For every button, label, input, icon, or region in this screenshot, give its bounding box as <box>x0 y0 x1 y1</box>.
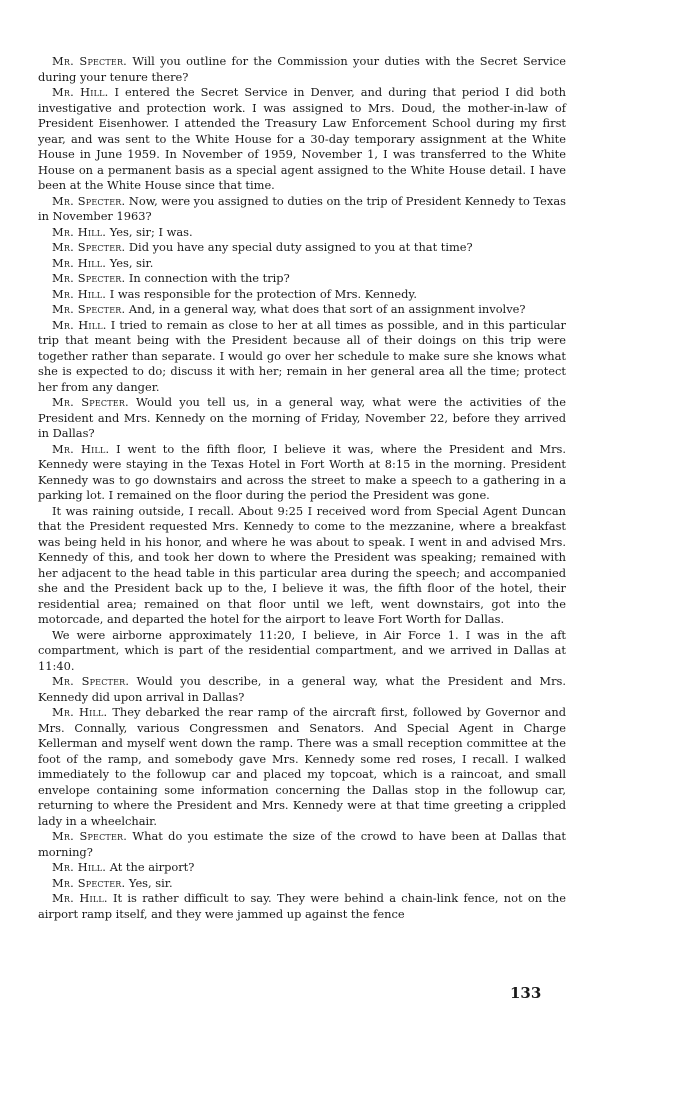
paragraph <box>38 194 566 225</box>
paragraph-text: It is rather difficult to say. They were behind a chain-link fence, not on the airport ramp itself, and they were jammed up against the fence <box>38 891 566 921</box>
paragraph <box>38 287 566 303</box>
paragraph <box>38 271 566 287</box>
speaker: Mr. Hill. <box>52 286 107 301</box>
paragraph <box>38 256 566 272</box>
paragraph-text: I was responsible for the protection of Mrs. Kennedy. <box>106 286 417 301</box>
paragraph-text: Yes, sir. <box>125 875 173 890</box>
paragraph <box>38 442 566 504</box>
paragraph-text: What do you estimate the size of the crowd to have been at Dallas that morning? <box>38 829 567 859</box>
paragraph-text: Did you have any special duty assigned to you at that time? <box>125 240 473 254</box>
paragraph <box>38 876 566 892</box>
paragraph <box>38 240 566 256</box>
speaker: Mr. Specter. <box>52 54 128 68</box>
paragraph-text: Yes, sir; I was. <box>106 224 193 239</box>
speaker: Mr. Specter. <box>52 240 126 254</box>
paragraph-text: They debarked the rear ramp of the aircraft first, followed by Governor and Mrs. Connally, various Congressmen and Senators. And Special Agent in Charge Kellerman and myself went down the ramp. There was a small reception committee at the foot of the ramp, and somebody gave Mrs. Kennedy some red roses, I recall. I walked immediately to the followup car and placed my topcoat, which is a raincoat, and small envelope containing some information concerning the Dallas stop in the followup car, returning to where the President and Mrs. Kennedy were at that time greeting a crippled lady in a wheelchair. <box>38 705 566 828</box>
paragraph <box>38 891 566 922</box>
paragraph-text: Now, were you assigned to duties on the trip of President Kennedy to Texas in November 1963? <box>38 193 566 223</box>
paragraph-text: Yes, sir. <box>106 255 154 270</box>
transcript-page <box>38 54 566 922</box>
paragraph-text: And, in a general way, what does that sort of an assignment involve? <box>125 302 526 316</box>
paragraph-text: Will you outline for the Commission your duties with the Secret Service during your tenure there? <box>38 54 567 84</box>
speaker: Mr. Specter. <box>52 875 126 890</box>
speaker: Mr. Hill. <box>52 255 107 270</box>
speaker: Mr. Hill. <box>52 705 108 719</box>
speaker: Mr. Hill. <box>52 891 108 905</box>
paragraph-text: I entered the Secret Service in Denver, and during that period I did both investigative and protection work. I was assigned to Mrs. Doud, the mother-in-law of President Eisenhower. I attended the Treasury Law Enforcement School during my first year, and was sent to the White House for a 30-day temporary assignment at the White House in June 1959. In November of 1959, November 1, I was transferred to the White House on a permanent basis as a special agent assigned to the White House detail. I have been at the White House since that time. <box>38 85 567 192</box>
paragraph-text: Would you tell us, in a general way, what were the activities of the President and Mrs. Kennedy on the morning of Friday, November 22, before they arrived in Dallas? <box>38 395 567 440</box>
paragraph-text: I tried to remain as close to her at all times as possible, and in this particular trip that meant being with the President because all of their doings on this trip were together rather than separate. I would go over her schedule to make sure she knows what she is expected to do; discuss it with her; remain in her general area all the time; protect her from any danger. <box>38 317 566 394</box>
speaker: Mr. Specter. <box>52 302 126 316</box>
speaker: Mr. Hill. <box>52 85 109 99</box>
paragraph <box>38 225 566 241</box>
speaker: Mr. Hill. <box>52 224 107 239</box>
paragraph <box>38 860 566 876</box>
paragraph-text: At the airport? <box>106 860 195 874</box>
speaker: Mr. Hill. <box>52 441 110 456</box>
paragraph-text: In connection with the trip? <box>125 271 290 285</box>
paragraph <box>38 85 566 194</box>
paragraph <box>38 54 566 85</box>
paragraph <box>38 395 566 442</box>
speaker: Mr. Hill. <box>52 317 107 332</box>
paragraph <box>38 504 566 628</box>
paragraph <box>38 829 566 860</box>
speaker: Mr. Specter. <box>52 829 128 843</box>
speaker: Mr. Specter. <box>52 193 126 208</box>
paragraph <box>38 302 566 318</box>
paragraph-text: Would you describe, in a general way, what the President and Mrs. Kennedy did upon arrival in Dallas? <box>38 674 566 704</box>
paragraph-text: We were airborne approximately 11:20, I believe, in Air Force 1. I was in the aft compartment, which is part of the residential compartment, and we arrived in Dallas at 11:40. <box>38 627 566 673</box>
paragraph <box>38 318 566 396</box>
speaker: Mr. Specter. <box>52 271 126 285</box>
paragraph-text: It was raining outside, I recall. About 9:25 I received word from Special Agent Duncan that the President requested Mrs. Kennedy to come to the mezzanine, where a breakfast was being held in his honor, and where he was about to speak. I went in and advised Mrs. Kennedy of this, and took her down to where the President was speaking; remained with her adjacent to the head table in this particular area during the speech; and accompanied she and the President back up to the, I believe it was, the fifth floor of the hotel, their residential area; remained on that floor until we left, went downstairs, got into the motorcade, and departed the hotel for the airport to leave Fort Worth for Dallas. <box>38 503 566 626</box>
paragraph <box>38 628 566 675</box>
page-number: 133 <box>510 984 542 1002</box>
paragraph-text: I went to the fifth floor, I believe it was, where the President and Mrs. Kennedy were staying in the Texas Hotel in Fort Worth at 8:15 in the morning. President Kennedy was to go downstairs and across the street to make a speech to a gathering in a parking lot. I remained on the floor during the period the President was gone. <box>38 441 566 502</box>
paragraph <box>38 674 566 705</box>
speaker: Mr. Hill. <box>52 860 107 874</box>
speaker: Mr. Specter. <box>52 395 129 409</box>
paragraph <box>38 705 566 829</box>
speaker: Mr. Specter. <box>52 674 130 688</box>
